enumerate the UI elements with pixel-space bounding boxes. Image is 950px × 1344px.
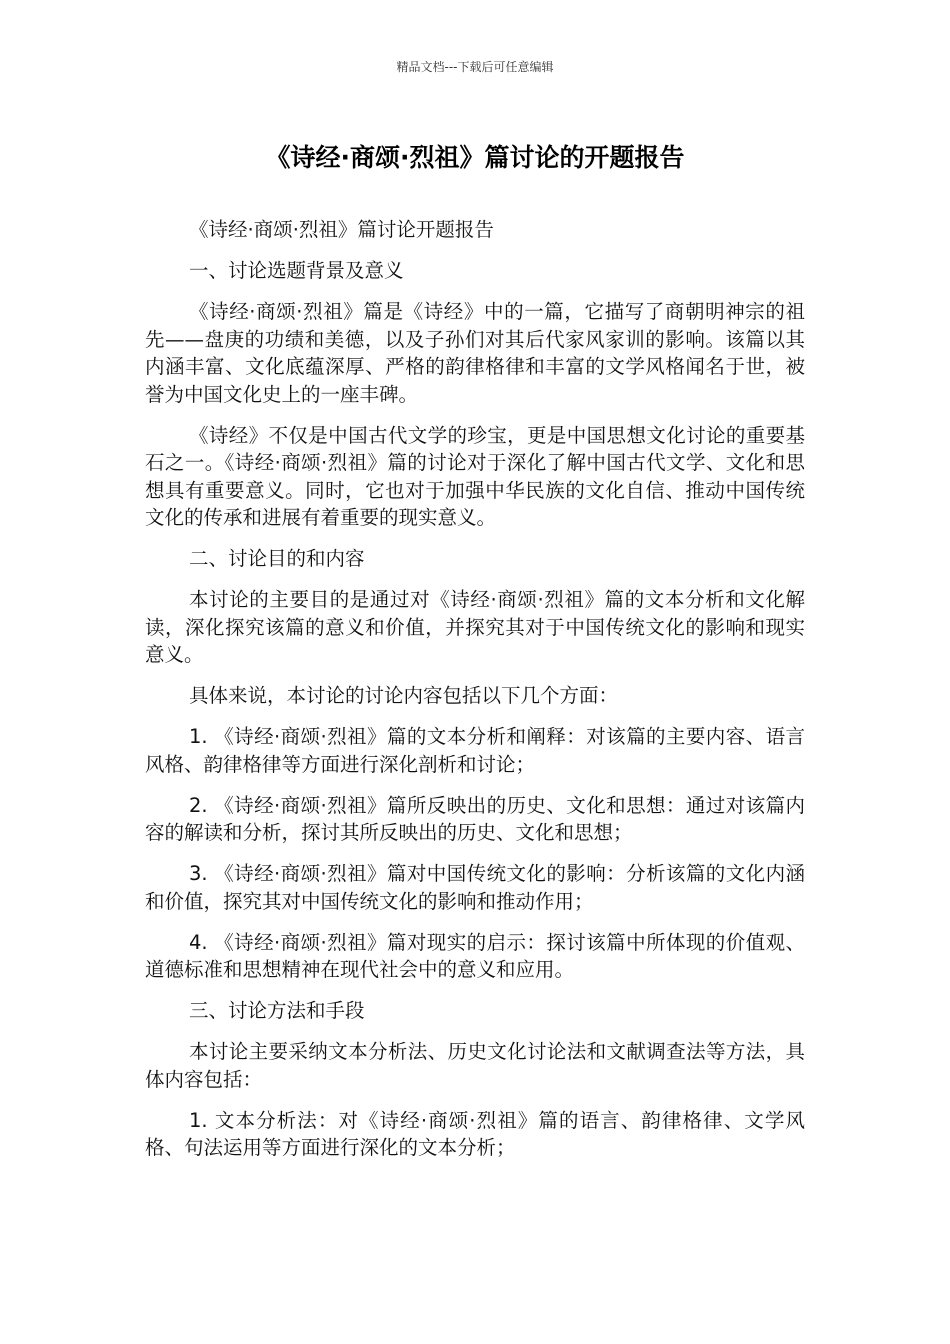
paragraph-content-intro: 具体来说，本讨论的讨论内容包括以下几个方面： <box>189 684 619 707</box>
list-item-content-3: 3. 《诗经·商颂·烈祖》篇对中国传统文化的影响：分析该篇的文化内涵和价值，探究其对中国传统文化的影响和推动作用； <box>145 862 805 913</box>
list-item-content-4: 4. 《诗经·商颂·烈祖》篇对现实的启示：探讨该篇中所体现的价值观、道德标准和思想精神在现代社会中的意义和应用。 <box>145 930 805 981</box>
document-title: 《诗经·商颂·烈祖》篇讨论的开题报告 <box>265 143 685 172</box>
header-note: 精品文档---下载后可任意编辑 <box>396 60 554 74</box>
paragraph-background-2: 《诗经》不仅是中国古代文学的珍宝，更是中国思想文化讨论的重要基石之一。《诗经·商颂·烈祖》篇的讨论对于深化了解中国古代文学、文化和思想具有重要意义。同时，它也对于加强中华民族的文化自信、推动中国传统文化的传承和进展有着重要的现实意义。 <box>145 423 805 529</box>
document-body <box>145 216 805 1175</box>
section-heading-purpose: 二、讨论目的和内容 <box>189 547 365 570</box>
paragraph-purpose: 本讨论的主要目的是通过对《诗经·商颂·烈祖》篇的文本分析和文化解读，深化探究该篇的意义和价值，并探究其对于中国传统文化的影响和现实意义。 <box>145 588 805 666</box>
section-heading-background: 一、讨论选题背景及意义 <box>189 259 404 282</box>
paragraph-methods: 本讨论主要采纳文本分析法、历史文化讨论法和文献调查法等方法，具体内容包括： <box>145 1040 805 1091</box>
list-item-content-1: 1. 《诗经·商颂·烈祖》篇的文本分析和阐释：对该篇的主要内容、语言风格、韵律格律等方面进行深化剖析和讨论； <box>145 725 805 776</box>
section-heading-methods: 三、讨论方法和手段 <box>189 999 365 1022</box>
list-item-content-2: 2. 《诗经·商颂·烈祖》篇所反映出的历史、文化和思想：通过对该篇内容的解读和分析，探讨其所反映出的历史、文化和思想； <box>145 793 805 844</box>
paragraph-background-1: 《诗经·商颂·烈祖》篇是《诗经》中的一篇，它描写了商朝明神宗的祖先——盘庚的功绩和美德，以及子孙们对其后代家风家训的影响。该篇以其内涵丰富、文化底蕴深厚、严格的韵律格律和丰富的文学风格闻名于世，被誉为中国文化史上的一座丰碑。 <box>145 300 805 406</box>
report-subtitle: 《诗经·商颂·烈祖》篇讨论开题报告 <box>189 218 494 241</box>
list-item-method-1: 1. 文本分析法：对《诗经·商颂·烈祖》篇的语言、韵律格律、文学风格、句法运用等方面进行深化的文本分析； <box>145 1108 805 1159</box>
